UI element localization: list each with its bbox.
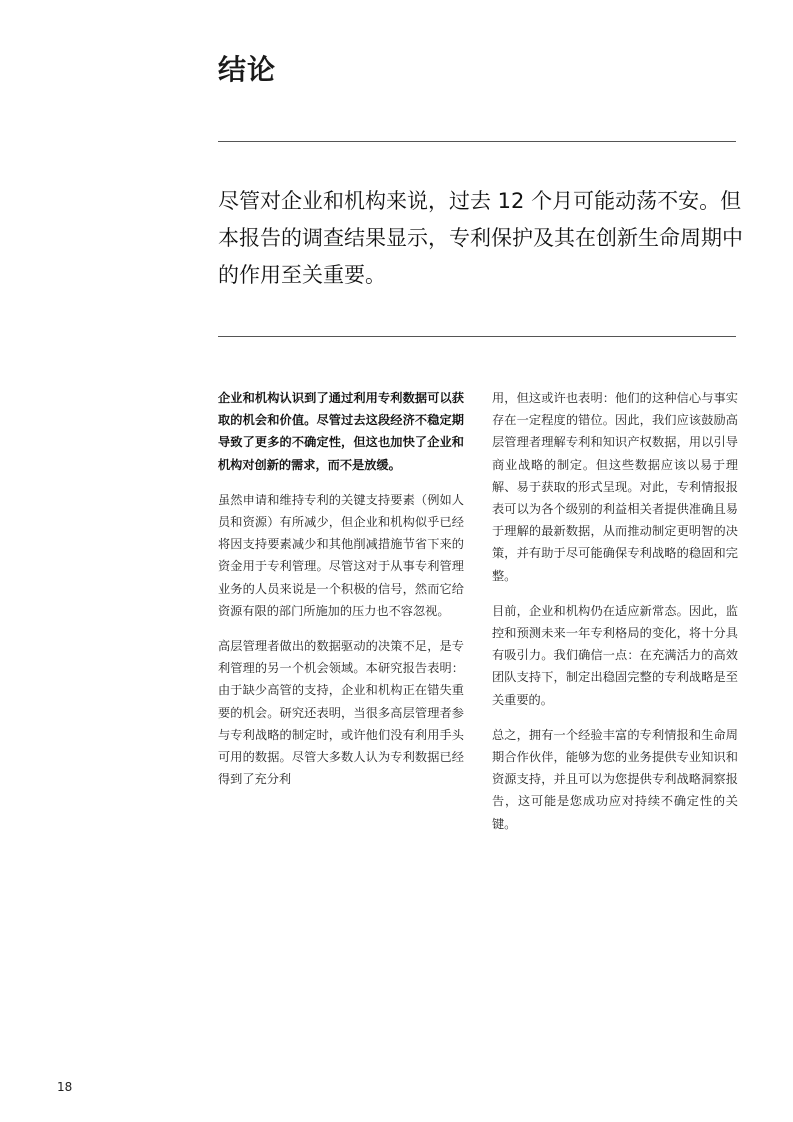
page-title: 结论 <box>218 53 277 86</box>
top-divider <box>218 141 736 142</box>
lead-statement: 尽管对企业和机构来说，过去 12 个月可能动荡不安。但本报告的调查结果显示，专利保护及其在创新生命周期中的作用至关重要。 <box>218 189 743 287</box>
body-paragraph: 高层管理者做出的数据驱动的决策不足，是专利管理的另一个机会领域。本研究报告表明：由于缺少高管的支持，企业和机构正在错失重要的机会。研究还表明，当很多高层管理者参与专利战略的制定时，或许他们没有利用手头可用的数据。尽管大多数人认为专利数据已经得到了充分利 <box>218 639 464 787</box>
body-paragraph: 总之，拥有一个经验丰富的专利情报和生命周期合作伙伴，能够为您的业务提供专业知识和资源支持，并且可以为您提供专利战略洞察报告，这可能是您成功应对持续不确定性的关键。 <box>492 727 738 831</box>
body-paragraph: 用，但这或许也表明：他们的这种信心与事实存在一定程度的错位。因此，我们应该鼓励高层管理者理解专利和知识产权数据，用以引导商业战略的制定。但这些数据应该以易于理解、易于获取的形式呈现。对此，专利情报报表可以为各个级别的利益相关者提供准确且易于理解的最新数据，从而推动制定更明智的决策，并有助于尽可能确保专利战略的稳固和完整。 <box>492 391 738 583</box>
intro-paragraph: 企业和机构认识到了通过利用专利数据可以获取的机会和价值。尽管过去这段经济不稳定期导致了更多的不确定性，但这也加快了企业和机构对创新的需求，而不是放缓。 <box>218 391 464 472</box>
body-paragraph: 虽然申请和维持专利的关键支持要素（例如人员和资源）有所减少，但企业和机构似乎已经将因支持要素减少和其他削减措施节省下来的资金用于专利管理。尽管这对于从事专利管理业务的人员来说是一个积极的信号，然而它给资源有限的部门所施加的压力也不容忽视。 <box>218 492 464 618</box>
left-text-column <box>218 387 464 803</box>
right-text-column <box>492 387 738 848</box>
bottom-divider <box>218 336 736 337</box>
page-number: 18 <box>57 1080 73 1094</box>
body-paragraph: 目前，企业和机构仍在适应新常态。因此，监控和预测未来一年专利格局的变化，将十分具有吸引力。我们确信一点：在充满活力的高效团队支持下，制定出稳固完整的专利战略是至关重要的。 <box>492 603 738 707</box>
